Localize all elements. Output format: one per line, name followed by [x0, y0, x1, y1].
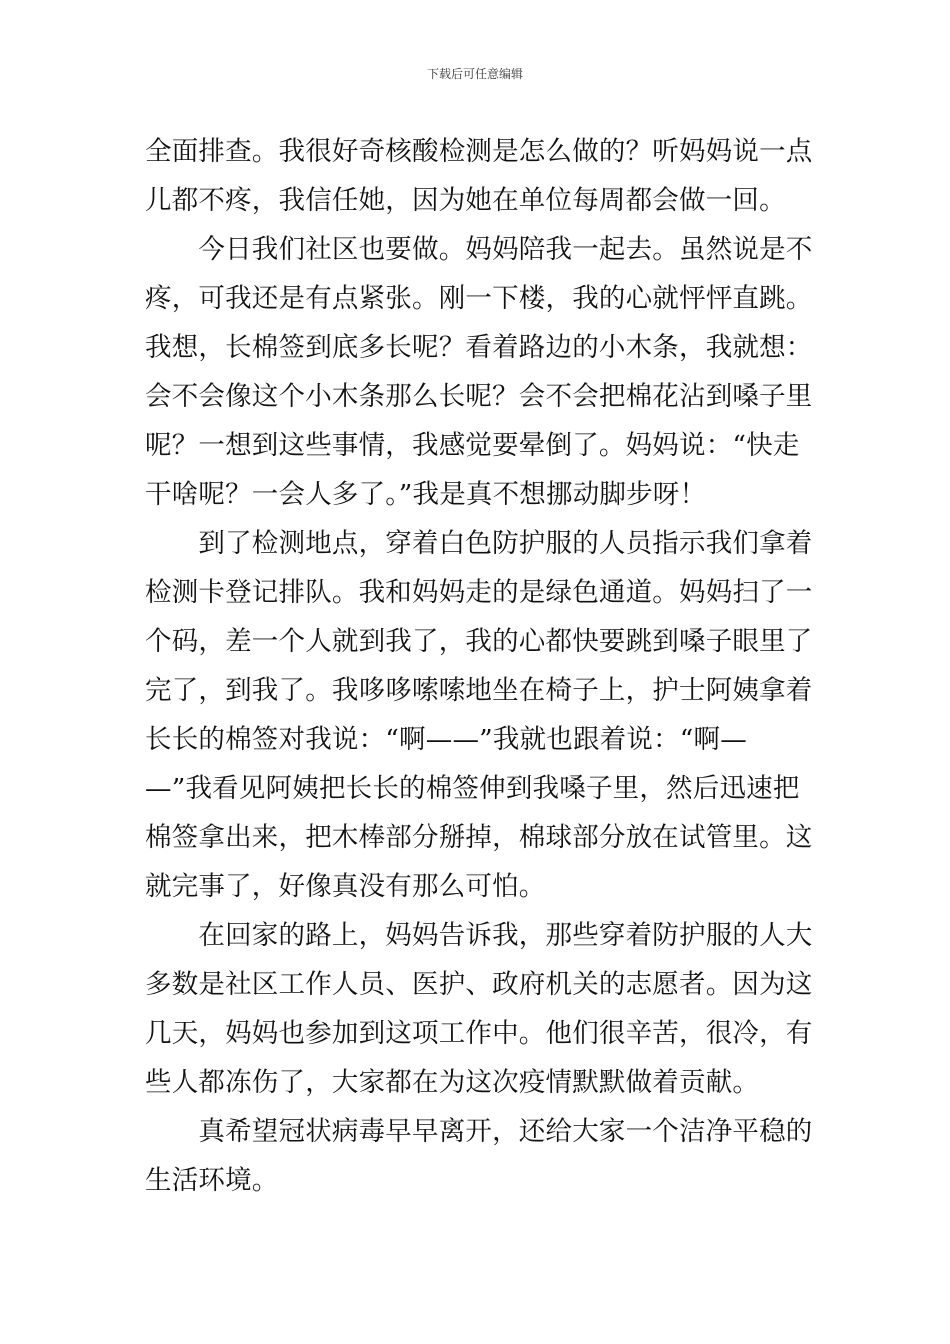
page-header: 下载后可任意编辑 [426, 67, 523, 81]
text-line: 儿都不疼，我信任她，因为她在单位每周都会做一回。 [145, 185, 786, 216]
text-line: 棉签拿出来，把木棒部分掰掉，棉球部分放在试管里。这 [145, 822, 813, 853]
text-line: 到了检测地点，穿着白色防护服的人员指示我们拿着 [145, 528, 813, 559]
document-body [145, 127, 813, 1205]
text-line: —”我看见阿姨把长长的棉签伸到我嗓子里，然后迅速把 [145, 773, 800, 804]
text-line: 几天，妈妈也参加到这项工作中。他们很辛苦，很冷，有 [145, 1018, 813, 1049]
text-line: 在回家的路上，妈妈告诉我，那些穿着防护服的人大 [145, 920, 813, 951]
text-line: 今日我们社区也要做。妈妈陪我一起去。虽然说是不 [145, 234, 813, 265]
text-line: 就完事了，好像真没有那么可怕。 [145, 871, 546, 902]
text-line: 我想，长棉签到底多长呢？看着路边的小木条，我就想： [145, 332, 813, 363]
text-line: 些人都冻伤了，大家都在为这次疫情默默做着贡献。 [145, 1067, 760, 1098]
text-line: 疼，可我还是有点紧张。刚一下楼，我的心就怦怦直跳。 [145, 283, 813, 314]
text-line: 会不会像这个小木条那么长呢？会不会把棉花沾到嗓子里 [145, 381, 813, 412]
text-line: 全面排查。我很好奇核酸检测是怎么做的？听妈妈说一点 [145, 136, 813, 167]
text-line: 呢？一想到这些事情，我感觉要晕倒了。妈妈说：“快走 [145, 430, 800, 461]
text-line: 生活环境。 [145, 1165, 279, 1196]
text-line: 完了，到我了。我哆哆嗦嗦地坐在椅子上，护士阿姨拿着 [145, 675, 813, 706]
text-line: 真希望冠状病毒早早离开，还给大家一个洁净平稳的 [145, 1116, 813, 1147]
text-line: 检测卡登记排队。我和妈妈走的是绿色通道。妈妈扫了一 [145, 577, 813, 608]
text-line: 干啥呢？一会人多了。”我是真不想挪动脚步呀！ [145, 479, 707, 510]
text-line: 长长的棉签对我说：“啊——”我就也跟着说：“啊— [145, 724, 747, 755]
text-line: 个码，差一个人就到我了，我的心都快要跳到嗓子眼里了 [145, 626, 813, 657]
text-line: 多数是社区工作人员、医护、政府机关的志愿者。因为这 [145, 969, 813, 1000]
